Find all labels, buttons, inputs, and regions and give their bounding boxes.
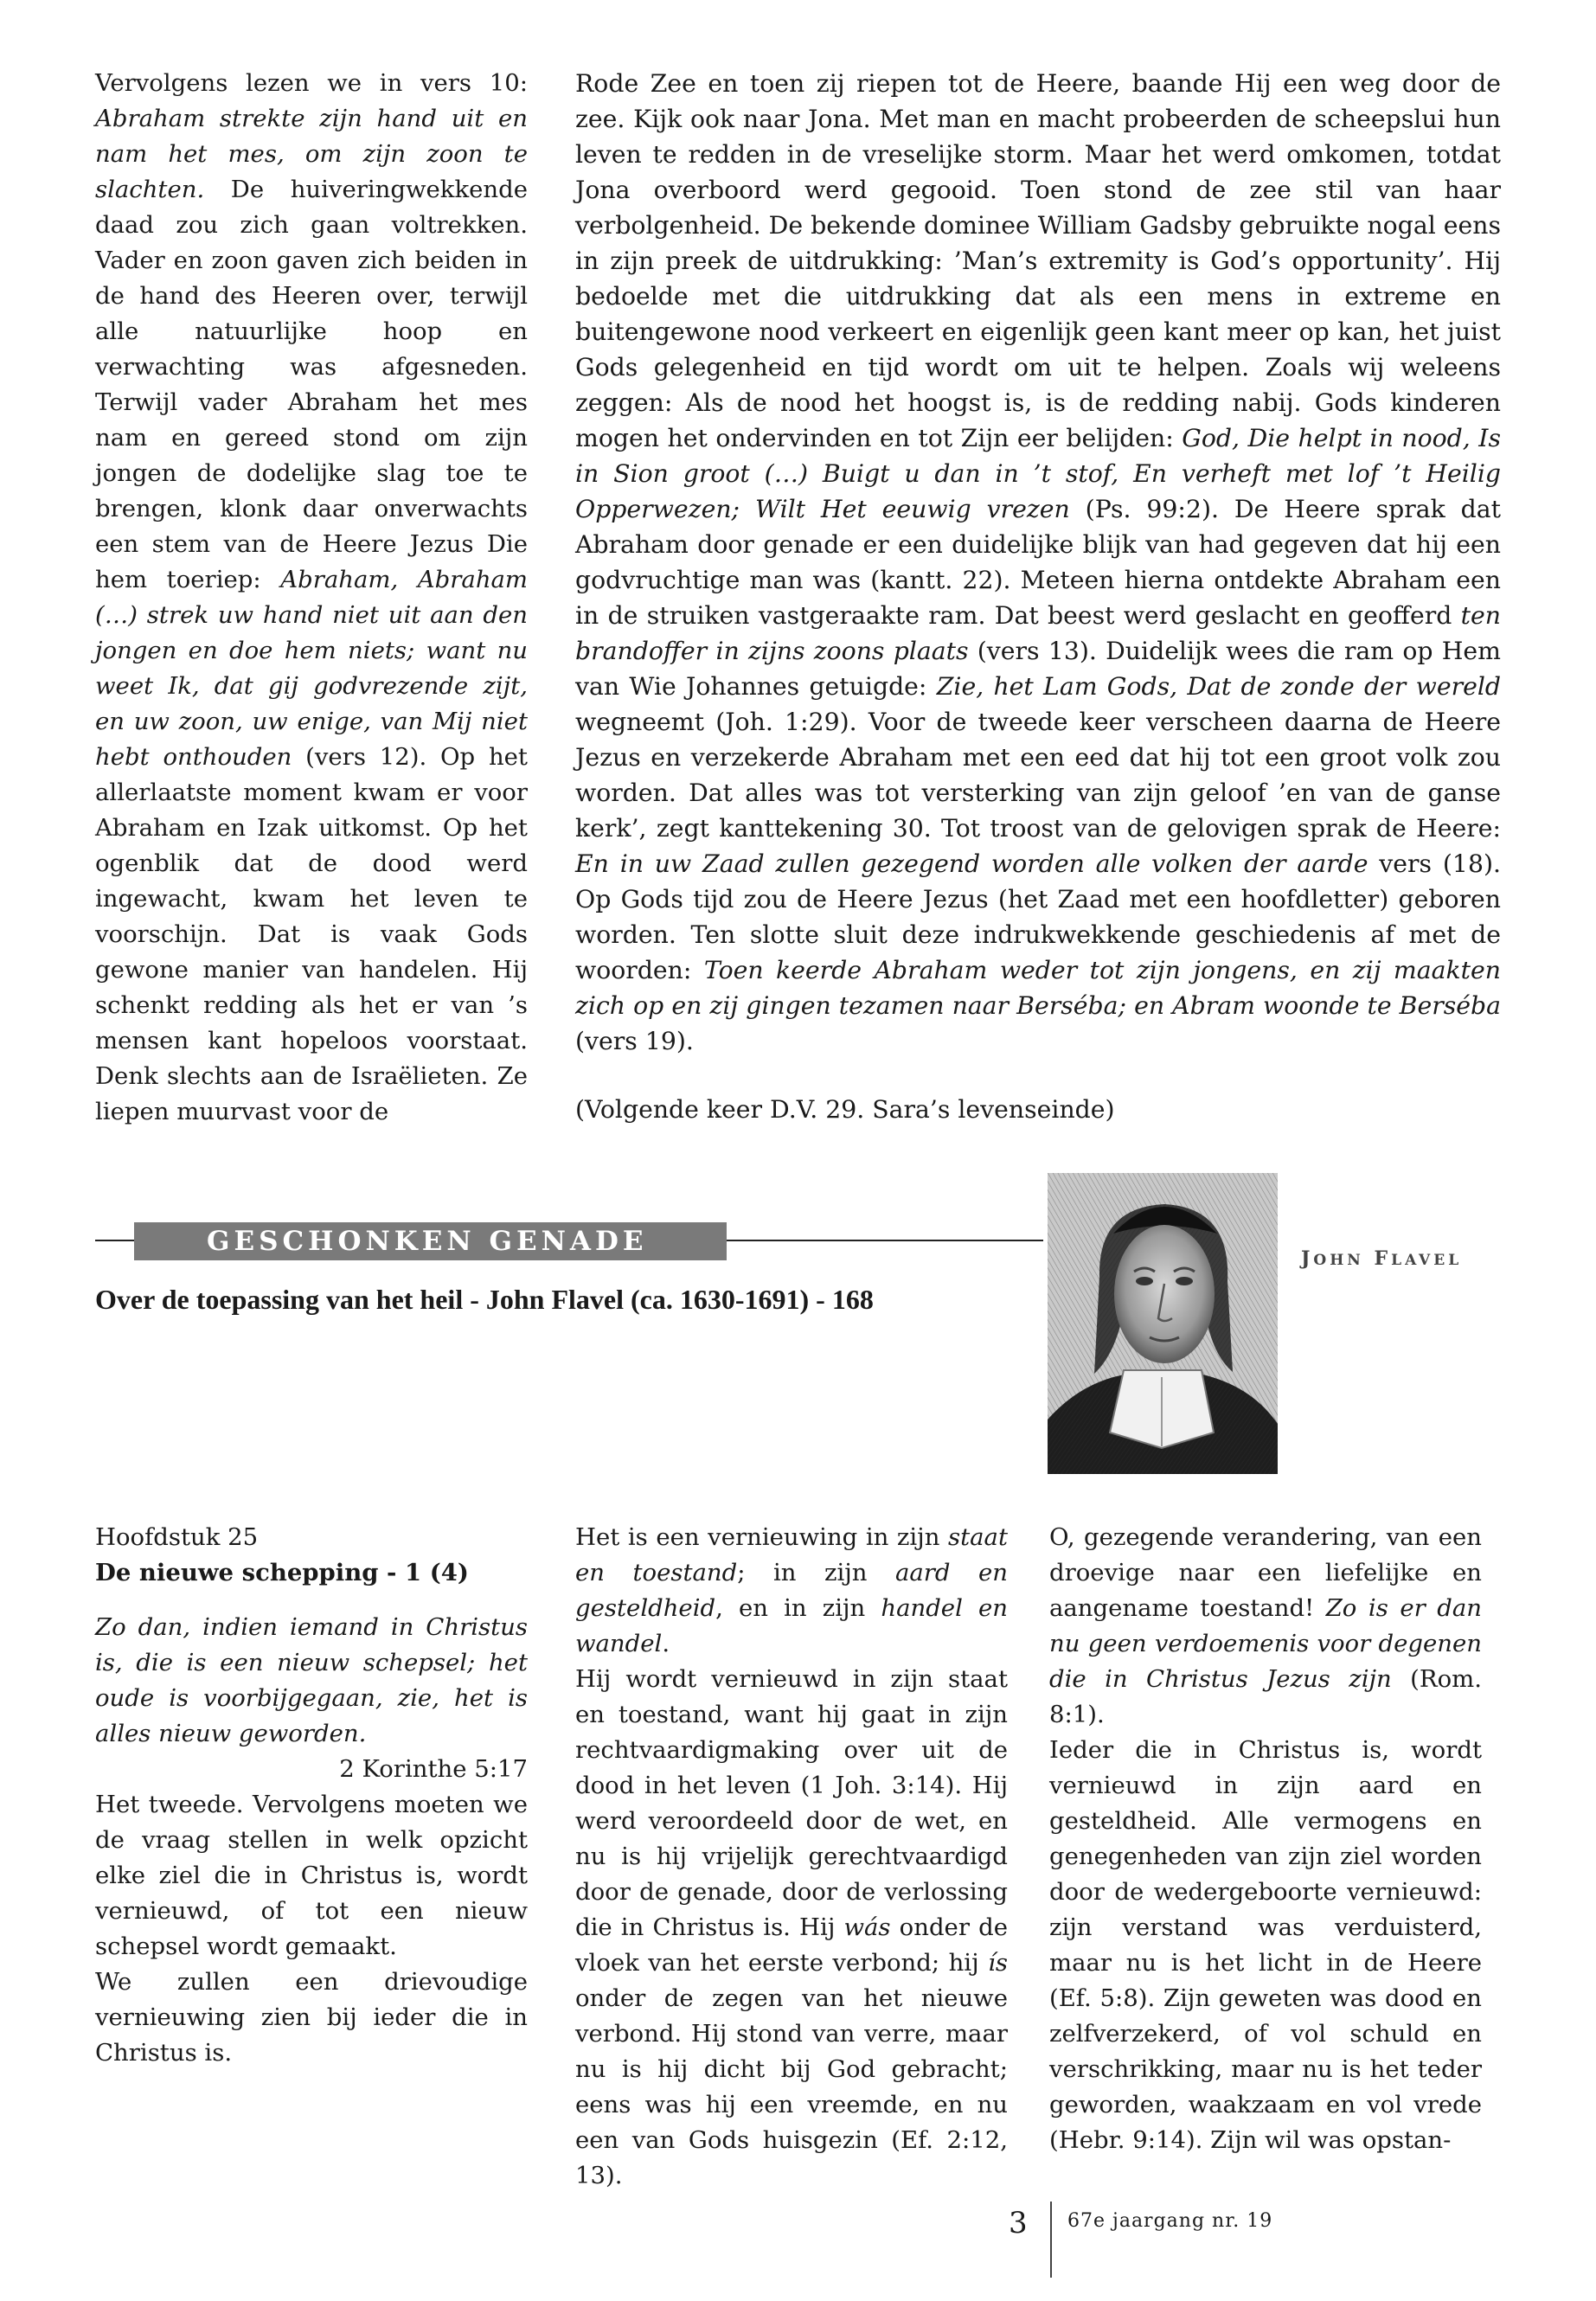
portrait-image [1048,1173,1278,1474]
chapter-column-1 [95,1520,528,2071]
chapter-title: De nieuwe schepping - 1 (4) [95,1559,469,1586]
section-banner: GESCHONKEN GENADE [134,1222,727,1260]
psalm-quote: God, Die helpt in nood, Is in Sion groot (…) Buigt u dan in ’t stof, En verheft met lof ’t Heilig Opperwezen; Wilt Het eeuwig vrezen [575,424,1501,523]
section-subtitle: Over de toepassing van het heil - John Flavel (ca. 1630-1691) - 168 [95,1284,874,1315]
paragraph: Vervolgens lezen we in vers 10: Abraham strekte zijn hand uit en nam het mes, om zijn zoon te slachten. De huiveringwekkende daad zou zich gaan voltrekken. Vader en zoon gaven zich beiden in de hand des Heeren over, terwijl alle natuurlijke hoop en verwachting was afgesneden. Terwijl vader Abraham het mes nam en gereed stond om zijn jongen de dodelijke slag toe te brengen, klonk daar onverwachts een stem van de Heere Jezus Die hem toeriep: Abraham, Abraham (…) strek uw hand niet uit aan den jongen en doe hem niets; want nu weet Ik, dat gij godvrezende zijt, en uw zoon, uw enige, van Mij niet hebt onthouden (vers 12). Op het allerlaatste moment kwam er voor Abraham en Izak uitkomst. Op het ogenblik dat de dood werd ingewacht, kwam het leven te voorschijn. Dat is vaak Gods gewone manier van handelen. Hij schenkt redding als het er van ’s mensen kant hopeloos voorstaat. Denk slechts aan de Israëlieten. Ze liepen muurvast voor de [95,69,528,1125]
page-number: 3 [1009,2206,1028,2240]
volume-issue: 67e jaargang nr. 19 [1067,2210,1273,2232]
bible-quote: ten brandoffer in zijns zoons plaats [575,601,1501,665]
paragraph: We zullen een drievoudige vernieuwing zien bij ieder die in Christus is. [95,1968,528,2067]
epigraph-reference: 2 Korinthe 5:17 [339,1755,528,1783]
paragraph: Rode Zee en toen zij riepen tot de Heere, baande Hij een weg door de zee. Kijk ook naar Jona. Met man en macht probeerden de scheepslui hun leven te redden in de vreselijke storm. Maar het werd omkomen, totdat Jona overboord werd gegooid. Toen stond de zee stil van haar verbolgenheid. De bekende dominee William Gadsby gebruikte nogal eens in zijn preek de uitdrukking: ’Man’s extremity is God’s opportunity’. Hij bedoelde met die uitdrukking dat als een mens in extreme en buitengewone nood verkeert en eigenlijk geen kant meer op kan, het juist Gods gelegenheid en tijd wordt om uit te helpen. Zoals wij weleens zeggen: Als de nood het hoogst is, is de redding nabij. Gods kinderen mogen het ondervinden en tot Zijn eer belijden: God, Die helpt in nood, Is in Sion groot (…) Buigt u dan in ’t stof, En verheft met lof ’t Heilig Opperwezen; Wilt Het eeuwig vrezen (Ps. 99:2). De Heere sprak dat Abraham door genade er een duidelijke blijk van had gegeven dat hij een godvruchtige man was (kantt. 22). Meteen hierna ontdekte Abraham een in de struiken vastgeraakte ram. Dat beest werd geslacht en geofferd ten brandoffer in zijns zoons plaats (vers 13). Duidelijk wees die ram op Hem van Wie Johannes getuigde: Zie, het Lam Gods, Dat de zonde der wereld wegneemt (Joh. 1:29). Voor de tweede keer verscheen daarna de Heere Jezus en verzekerde Abraham met een eed dat hij tot een groot volk zou worden. Dat alles was tot versterking van zijn geloof ’en van de ganse kerk’, zegt kanttekening 30. Tot troost van de gelovigen sprak de Heere: En in uw Zaad zullen gezegend worden alle volken der aarde vers (18). Op Gods tijd zou de Heere Jezus (het Zaad met een hoofdletter) geboren worden. Ten slotte sluit deze indrukwekkende geschiedenis af met de woorden: Toen keerde Abraham weder tot zijn jongens, en zij maakten zich op en zij gingen tezamen naar Berséba; en Abram woonde te Berséba (vers 19). [575,69,1502,1055]
paragraph: Het tweede. Vervolgens moeten we de vraag stellen in welk opzicht elke ziel die in Christus is, wordt vernieuwd, of tot een nieuw schepsel wordt gemaakt. [95,1791,528,1960]
paragraph: Het is een vernieuwing in zijn staat en toestand; in zijn aard en gesteldheid, en in zijn handel en wandel. [575,1523,1008,1657]
article-column-left [95,66,528,1130]
paragraph: Ieder die in Christus is, wordt vernieuwd in zijn aard en gesteldheid. Alle vermogens en genegenheden van zijn ziel worden door de wedergeboorte vernieuwd: zijn verstand was verduisterd, maar nu is het licht in de Heere (Ef. 5:8). Zijn geweten was dood en zelfverzekerd, of vol schuld en verschrikking, maar nu is het teder geworden, waakzaam en vol vrede (Hebr. 9:14). Zijn wil was opstan- [1049,1736,1482,2154]
epigraph-quote: Zo dan, indien iemand in Christus is, die is een nieuw schepsel; het oude is voorbijgegaan, zie, het is alles nieuw geworden. [95,1613,528,1747]
portrait-caption: JOHN FLAVEL [1301,1247,1463,1270]
article-column-right [575,66,1501,1127]
paragraph: O, gezegende verandering, van een droevige naar een liefelijke en aangename toestand! Zo is er dan nu geen verdoemenis voor degenen die in Christus Jezus zijn (Rom. 8:1). [1049,1523,1482,1728]
paragraph: Hij wordt vernieuwd in zijn staat en toestand, want hij gaat in zijn rechtvaardigmaking over uit de dood in het leven (1 Joh. 3:14). Hij werd veroordeeld door de wet, en nu is hij vrijelijk gerechtvaardigd door de genade, door de verlossing die in Christus is. Hij wás onder de vloek van het eerste verbond; hij ís onder de zegen van het nieuwe verbond. Hij stond van verre, maar nu is hij dicht bij God gebracht; eens was hij een vreemde, en nu een van Gods huisgezin (Ef. 2:12, 13). [575,1665,1008,2189]
next-episode-note: (Volgende keer D.V. 29. Sara’s levenseinde) [575,1095,1115,1124]
footer-divider [1050,2202,1052,2278]
bible-quote: Zie, het Lam Gods, Dat de zonde der wereld [936,672,1502,701]
bible-quote: Toen keerde Abraham weder tot zijn jongens, en zij maakten zich op en zij gingen tezamen naar Berséba; en Abram woonde te Berséba [575,956,1501,1020]
bible-quote: Zo is er dan nu geen verdoemenis voor degenen die in Christus Jezus zijn [1049,1594,1482,1693]
bible-quote: En in uw Zaad zullen gezegend worden alle volken der aarde [575,849,1368,878]
chapter-label: Hoofdstuk 25 [95,1523,259,1551]
bible-quote: Abraham strekte zijn hand uit en nam het mes, om zijn zoon te slachten. [95,105,528,203]
chapter-column-2 [575,1520,1008,2194]
bible-quote: Abraham, Abraham (…) strek uw hand niet uit aan den jongen en doe hem niets; want nu weet Ik, dat gij godvrezende zijt, en uw zoon, uw enige, van Mij niet hebt onthouden [95,566,528,771]
chapter-column-3 [1049,1520,1482,2158]
